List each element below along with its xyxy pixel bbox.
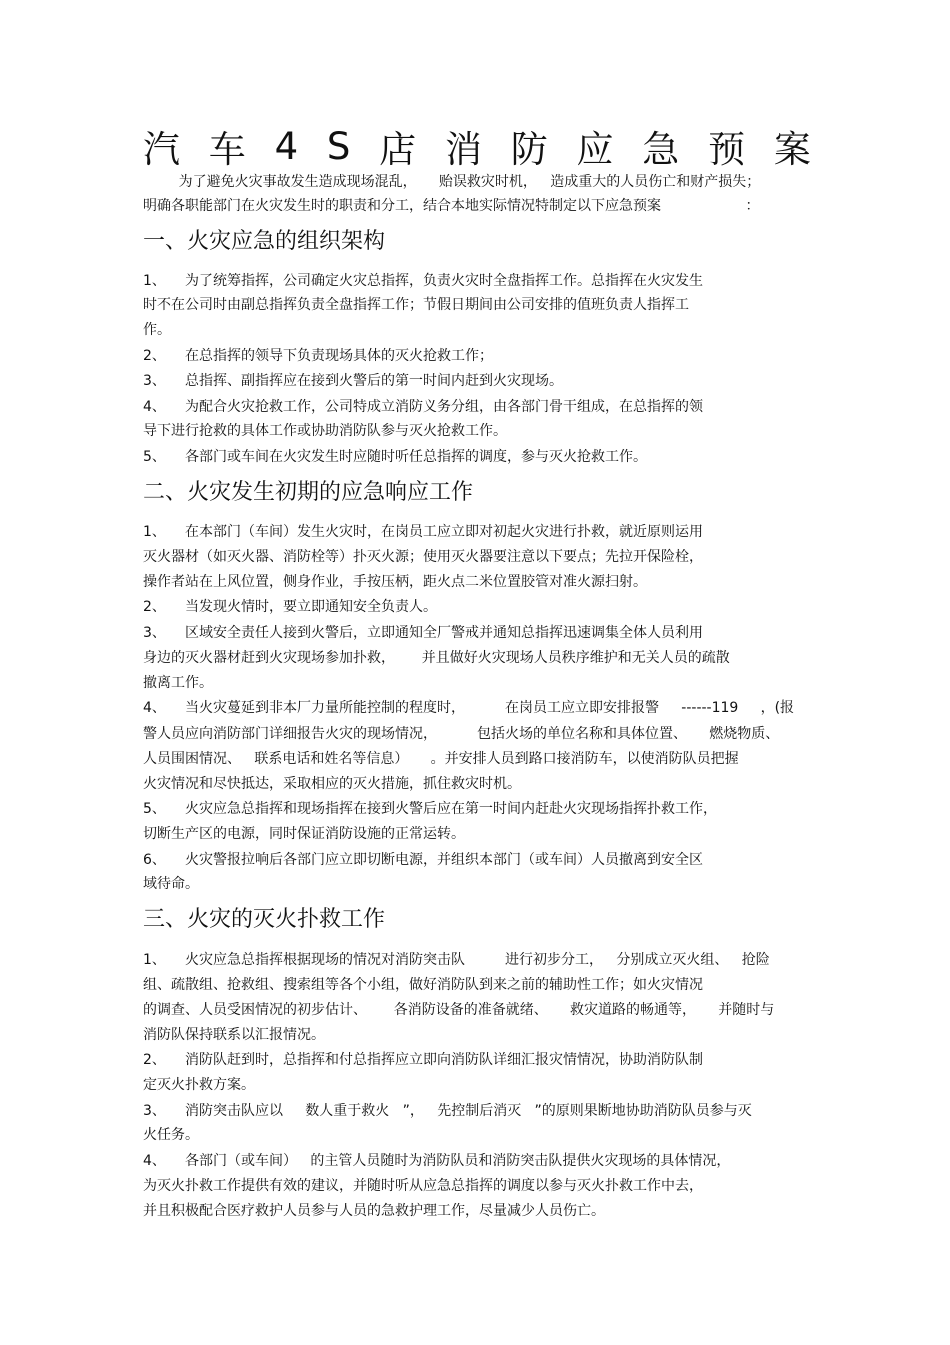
intro-line: 为了避免火灾事故发生造成现场混乱， 贻误救灾时机， 造成重大的人员伤亡和财产损失； (143, 174, 761, 190)
paragraph-line (143, 774, 521, 794)
title-char: 急 (642, 128, 680, 171)
item-number: 2、 (143, 1052, 166, 1068)
item-number: 4、 (143, 1153, 166, 1169)
line-text: 操作者站在上风位置，侧身作业，手按压柄，距火点二米位置胶管对准火源扫射。 (143, 574, 647, 590)
paragraph-line (143, 1151, 730, 1171)
line-text: 消防突击队应以 数人重于救火 ”， 先控制后消灭 ”的原则果断地协助消防队员参与灭 (185, 1103, 752, 1119)
item-number: 3、 (143, 625, 166, 641)
line-text: 火灾警报拉响后各部门应立即切断电源，并组织本部门（或车间）人员撤离到安全区 (185, 852, 703, 868)
paragraph-line (143, 698, 794, 718)
paragraph-line (143, 1176, 703, 1196)
section-heading: 三、火灾的灭火扑救工作 (143, 907, 386, 932)
line-text: 火任务。 (143, 1127, 199, 1143)
line-text: 身边的灭火器材赶到火灾现场参加扑救， 并且做好火灾现场人员秩序维护和无关人员的疏散 (143, 650, 730, 666)
paragraph-line (143, 547, 703, 567)
paragraph-line (143, 874, 199, 894)
item-number: 5、 (143, 801, 166, 817)
paragraph-line (143, 623, 703, 643)
paragraph-line (143, 950, 770, 970)
title-char: 汽 (143, 128, 180, 171)
paragraph-line (143, 597, 437, 617)
paragraph-line (143, 346, 493, 366)
item-number: 2、 (143, 599, 166, 615)
title-char: 防 (510, 128, 548, 171)
intro-line: 明确各职能部门在火灾发生时的职责和分工，结合本地实际情况特制定以下应急预案 ： (143, 198, 760, 214)
section-heading: 一、火灾应急的组织架构 (143, 229, 386, 254)
line-text: 总指挥、副指挥应在接到火警后的第一时间内赶到火灾现场。 (185, 373, 563, 389)
line-text: 定灭火扑救方案。 (143, 1077, 255, 1093)
line-text: 撤离工作。 (143, 675, 213, 691)
line-text: 人员围困情况、 联系电话和姓名等信息） 。并安排人员到路口接消防车，以使消防队员把握 (143, 751, 739, 767)
title-char: S (326, 124, 351, 168)
paragraph-line (143, 295, 689, 315)
paragraph-line (143, 522, 703, 542)
document-title (143, 120, 811, 172)
line-text: 警人员应向消防部门详细报告火灾的现场情况， 包括火场的单位名称和具体位置、 燃烧物质、 (143, 726, 780, 742)
line-text: 当发现火情时，要立即通知安全负责人。 (185, 599, 437, 615)
line-text: 消防队赶到时，总指挥和付总指挥应立即向消防队详细汇报灾情情况，协助消防队制 (185, 1052, 703, 1068)
paragraph-line (143, 1025, 325, 1045)
line-text: 火灾情况和尽快抵达，采取相应的灭火措施，抓住救灾时机。 (143, 776, 521, 792)
item-number: 1、 (143, 524, 166, 540)
section-heading: 二、火灾发生初期的应急响应工作 (143, 480, 474, 505)
paragraph-line (143, 850, 703, 870)
line-text: 切断生产区的电源，同时保证消防设施的正常运转。 (143, 826, 465, 842)
paragraph-line (143, 1101, 752, 1121)
line-text: 域待命。 (143, 876, 199, 892)
paragraph-line (143, 1125, 199, 1145)
line-text: 灭火器材（如灭火器、消防栓等）扑灭火源；使用灭火器要注意以下要点；先拉开保险栓， (143, 549, 703, 565)
title-char: 消 (444, 128, 482, 171)
paragraph-line (143, 397, 703, 417)
title-char: 4 (274, 124, 299, 168)
line-text: 时不在公司时由副总指挥负责全盘指挥工作；节假日期间由公司安排的值班负责人指挥工 (143, 297, 689, 313)
line-text: 各部门或车间在火灾发生时应随时听任总指挥的调度，参与灭火抢救工作。 (185, 449, 647, 465)
paragraph-line (143, 648, 730, 668)
paragraph-line (143, 320, 171, 340)
paragraph-line (143, 271, 703, 291)
item-number: 4、 (143, 399, 166, 415)
line-text: 并且积极配合医疗救护人员参与人员的急救护理工作，尽量减少人员伤亡。 (143, 1203, 605, 1219)
item-number: 3、 (143, 373, 166, 389)
line-text: 为灭火扑救工作提供有效的建议，并随时听从应急总指挥的调度以参与灭火扑救工作中去， (143, 1178, 703, 1194)
title-char: 店 (379, 128, 417, 171)
paragraph-line (143, 447, 647, 467)
title-char: 预 (708, 128, 746, 171)
line-text: 组、疏散组、抢救组、搜索组等各个小组，做好消防队到来之前的辅助性工作；如火灾情况 (143, 977, 703, 993)
line-text: 火灾应急总指挥和现场指挥在接到火警后应在第一时间内赶赴火灾现场指挥扑救工作， (185, 801, 717, 817)
item-number: 3、 (143, 1103, 166, 1119)
line-text: 的调查、人员受困情况的初步估计、 各消防设备的准备就绪、 救灾道路的畅通等， 并随时与 (143, 1002, 775, 1018)
paragraph-line (143, 673, 213, 693)
paragraph-line (143, 421, 507, 441)
item-number: 4、 (143, 700, 166, 716)
title-char: 应 (576, 128, 614, 171)
line-text: 在本部门（车间）发生火灾时，在岗员工应立即对初起火灾进行扑救，就近原则运用 (185, 524, 703, 540)
paragraph-line (143, 749, 739, 769)
item-number: 6、 (143, 852, 166, 868)
line-text: 区域安全责任人接到火警后，立即通知全厂警戒并通知总指挥迅速调集全体人员利用 (185, 625, 703, 641)
paragraph-line (143, 371, 563, 391)
item-number: 5、 (143, 449, 166, 465)
paragraph-line (143, 572, 647, 592)
item-number: 1、 (143, 952, 166, 968)
line-text: 在总指挥的领导下负责现场具体的灭火抢救工作； (185, 348, 493, 364)
title-char: 案 (773, 128, 811, 171)
item-number: 1、 (143, 273, 166, 289)
item-number: 2、 (143, 348, 166, 364)
paragraph-line (143, 1050, 703, 1070)
line-text: 火灾应急总指挥根据现场的情况对消防突击队 进行初步分工， 分别成立灭火组、 抢险 (185, 952, 770, 968)
title-char: 车 (208, 128, 246, 171)
paragraph-line (143, 1000, 774, 1020)
line-text: 为配合火灾抢救工作，公司特成立消防义务分组，由各部门骨干组成，在总指挥的领 (185, 399, 703, 415)
line-text: 消防队保持联系以汇报情况。 (143, 1027, 325, 1043)
paragraph-line (143, 1075, 255, 1095)
line-text: 当火灾蔓延到非本厂力量所能控制的程度时， 在岗员工应立即安排报警 ------119 ，(报 (185, 700, 795, 716)
paragraph-line (143, 724, 779, 744)
paragraph-line (143, 1201, 605, 1221)
paragraph-line (143, 799, 717, 819)
paragraph-line (143, 975, 703, 995)
paragraph-line (143, 824, 465, 844)
line-text: 为了统筹指挥，公司确定火灾总指挥，负责火灾时全盘指挥工作。总指挥在火灾发生 (185, 273, 703, 289)
line-text: 各部门（或车间） 的主管人员随时为消防队员和消防突击队提供火灾现场的具体情况， (185, 1153, 731, 1169)
line-text: 导下进行抢救的具体工作或协助消防队参与灭火抢救工作。 (143, 423, 507, 439)
line-text: 作。 (143, 322, 171, 338)
